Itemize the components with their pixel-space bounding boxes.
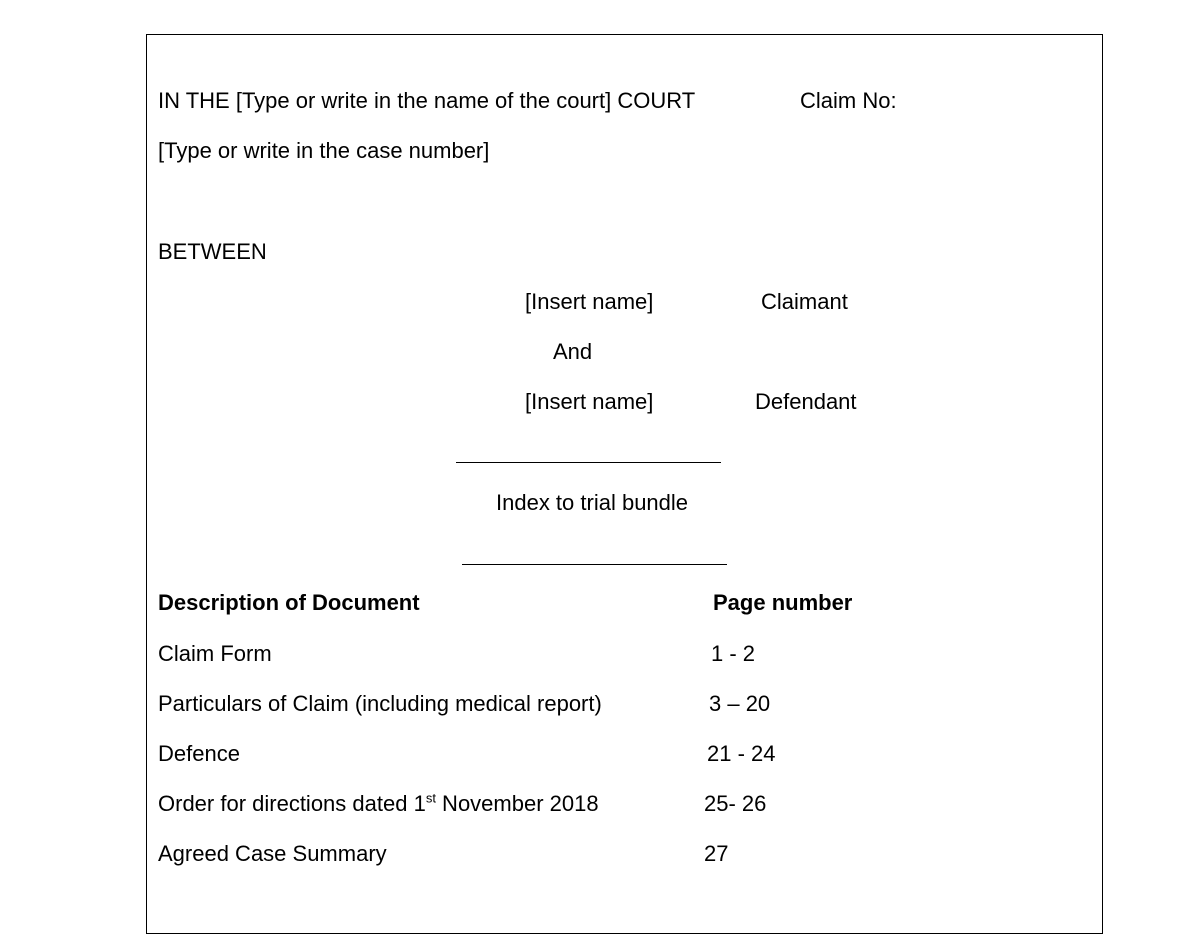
between-label: BETWEEN: [158, 239, 267, 264]
claimant-role: Claimant: [761, 289, 848, 314]
index-row-page: 3 – 20: [709, 691, 771, 716]
index-row-description: Agreed Case Summary: [158, 841, 387, 866]
document-title: Index to trial bundle: [496, 490, 689, 515]
page-number-column-header: Page number: [713, 590, 853, 615]
defendant-role: Defendant: [755, 389, 857, 414]
index-row-description: Claim Form: [158, 641, 272, 666]
index-row-description: Defence: [158, 741, 240, 766]
title-rule-top: [456, 462, 721, 463]
defendant-name: [Insert name]: [525, 389, 654, 414]
case-number-placeholder: [Type or write in the case number]: [158, 138, 490, 163]
index-row-page: 21 - 24: [707, 741, 776, 766]
index-row-page: 27: [704, 841, 729, 866]
claim-no-label: Claim No:: [800, 88, 897, 113]
claimant-name: [Insert name]: [525, 289, 654, 314]
index-row-page: 1 - 2: [711, 641, 756, 666]
index-row-page: 25- 26: [704, 791, 767, 816]
court-line: IN THE [Type or write in the name of the court] COURT: [158, 88, 696, 113]
and-label: And: [553, 339, 593, 364]
index-row-description: Particulars of Claim (including medical report): [158, 691, 602, 716]
index-row-description: Order for directions dated 1st November 2018: [158, 790, 599, 816]
description-column-header: Description of Document: [158, 590, 420, 615]
title-rule-bottom: [462, 564, 727, 565]
